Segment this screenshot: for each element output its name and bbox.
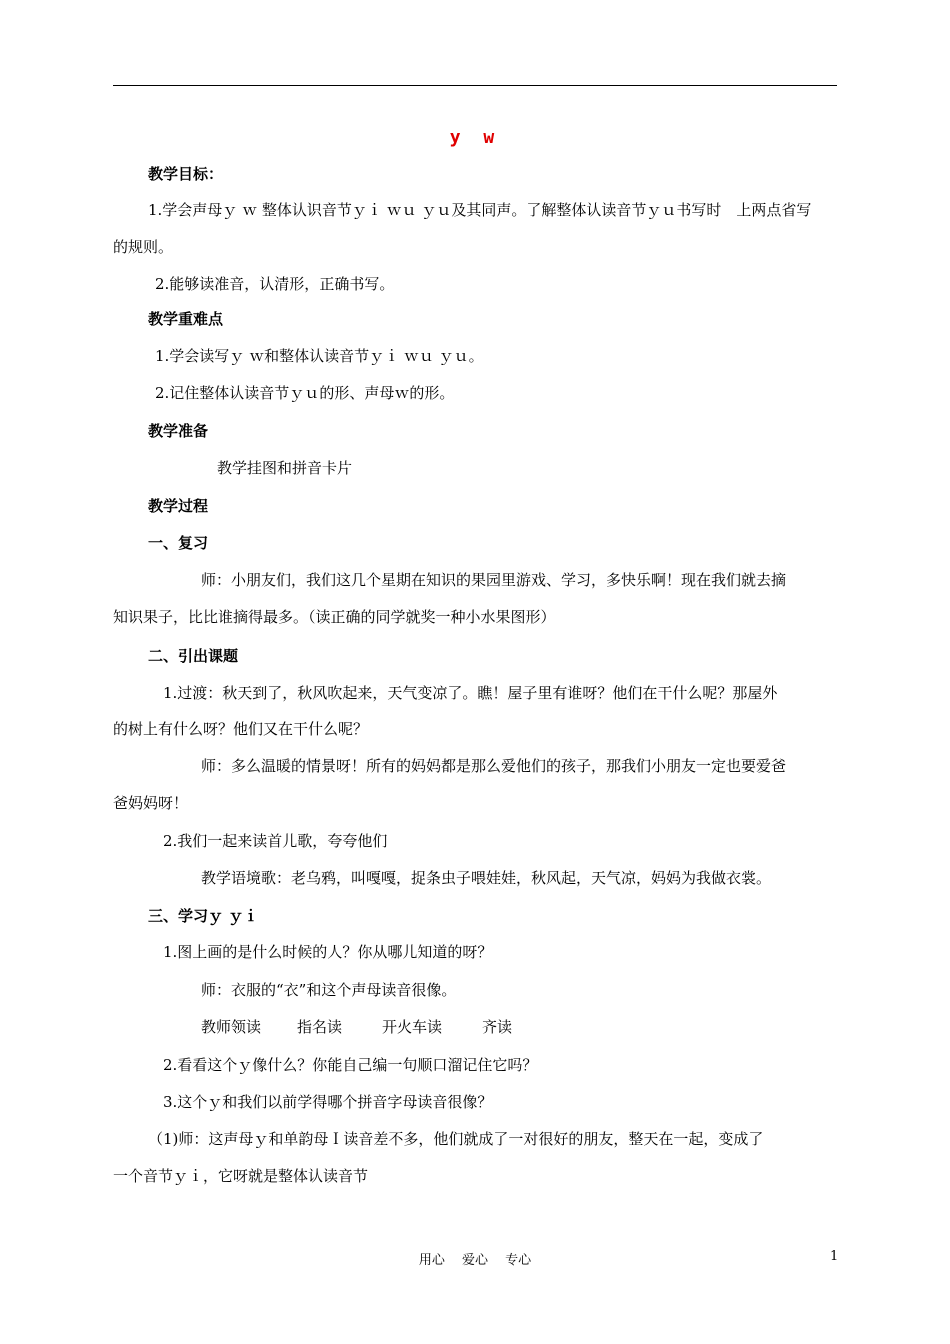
reading-method-named: 指名读 xyxy=(297,1018,343,1036)
goal-1-line-1: 1.学会声母ｙ ｗ 整体认识音节ｙｉ ｗｕ ｙｕ及其同声。了解整体认读音节ｙｕ书写时 上两点省写 xyxy=(148,201,812,219)
preparation-heading: 教学准备 xyxy=(148,422,209,440)
section-2-song: 教学语境歌：老乌鸦，叫嘎嘎，捉条虫子喂娃娃，秋风起，天气凉，妈妈为我做衣裳。 xyxy=(201,869,772,887)
section-2-heading: 二、引出课题 xyxy=(148,647,239,665)
section-2-transition-line-2: 的树上有什么呀？他们又在干什么呢？ xyxy=(113,720,369,738)
key-point-1: 1.学会读写ｙ ｗ和整体认读音节ｙｉ ｗｕ ｙｕ。 xyxy=(155,347,484,365)
section-1-heading: 一、复习 xyxy=(148,534,209,552)
section-2-teacher-line-2: 爸妈妈呀！ xyxy=(113,794,189,812)
section-1-paragraph-line-1: 师：小朋友们，我们这几个星期在知识的果园里游戏、学习，多快乐啊！现在我们就去摘 xyxy=(201,571,787,589)
goal-1-line-2: 的规则。 xyxy=(113,238,174,256)
goals-heading: 教学目标： xyxy=(148,165,224,183)
document-title: y w xyxy=(449,127,501,148)
section-3-heading: 三、学习ｙ ｙｉ xyxy=(148,907,259,925)
header-rule xyxy=(113,85,837,86)
reading-method-train: 开火车读 xyxy=(382,1018,443,1036)
goal-2: 2.能够读准音，认清形，正确书写。 xyxy=(155,275,395,293)
section-2-item-2: 2.我们一起来读首儿歌，夸夸他们 xyxy=(163,832,388,850)
process-heading: 教学过程 xyxy=(148,497,209,515)
key-points-heading: 教学重难点 xyxy=(148,310,224,328)
section-2-transition-line-1: 1.过渡：秋天到了，秋风吹起来，天气变凉了。瞧！屋子里有谁呀？他们在干什么呢？那屋外 xyxy=(163,684,778,702)
preparation-text: 教学挂图和拼音卡片 xyxy=(217,459,353,477)
section-3-item-2: 2.看看这个ｙ像什么？你能自己编一句顺口溜记住它吗？ xyxy=(163,1056,538,1074)
page-footer: 用心 爱心 专心 xyxy=(418,1253,532,1268)
section-3-item-1: 1.图上画的是什么时候的人？你从哪儿知道的呀？ xyxy=(163,943,493,961)
section-3-subitem-1-line-1: （1)师：这声母ｙ和单韵母Ｉ读音差不多，他们就成了一对很好的朋友，整天在一起，变成了 xyxy=(148,1130,764,1148)
section-3-teacher-line: 师：衣服的“衣”和这个声母读音很像。 xyxy=(201,981,457,999)
section-2-teacher-line-1: 师：多么温暖的情景呀！所有的妈妈都是那么爱他们的孩子，那我们小朋友一定也要爱爸 xyxy=(201,757,787,775)
section-3-subitem-1-line-2: 一个音节ｙｉ，它呀就是整体认读音节 xyxy=(113,1167,369,1185)
reading-method-together: 齐读 xyxy=(482,1018,513,1036)
reading-method-teacher-led: 教师领读 xyxy=(201,1018,262,1036)
section-1-paragraph-line-2: 知识果子，比比谁摘得最多。（读正确的同学就奖一种小水果图形） xyxy=(113,608,556,626)
section-3-item-3: 3.这个ｙ和我们以前学得哪个拼音字母读音很像？ xyxy=(163,1093,493,1111)
page-number: 1 xyxy=(830,1249,839,1264)
key-point-2: 2.记住整体认读音节ｙｕ的形、声母ｗ的形。 xyxy=(155,384,455,402)
